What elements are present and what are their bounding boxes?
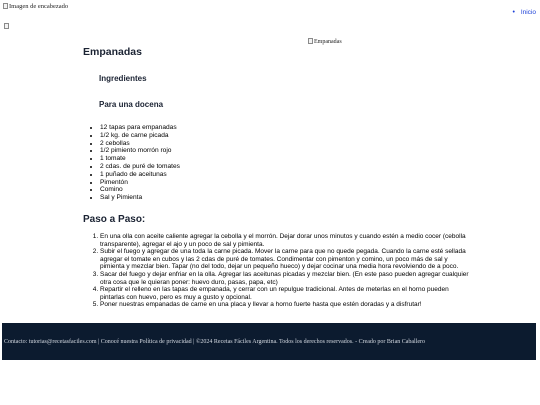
- step-item: 3. Sacar del fuego y dejar enfriar en la olla. Agregar las aceitunas picadas y mezclar bien. (En este paso pueden agregar cualquier otra cosa que le quieran poner: huevo duro, pasas, papa, etc): [100, 271, 470, 286]
- header-banner-alt: Imagen de encabezado: [9, 3, 69, 10]
- ingredient-item: • 2 cdas. de puré de tomates: [100, 163, 180, 171]
- step-item: 1. En una olla con aceite caliente agregar la cebolla y el morrón. Dejar dorar unos minutos y cuando estén a medio cocer (cebolla transparente), agregar el ajo y un poco de sal y pimienta.: [100, 233, 470, 248]
- recipe-title: Empanadas: [83, 46, 142, 58]
- recipe-image-alt: Empanadas: [314, 39, 342, 45]
- ingredients-heading: Ingredientes: [99, 74, 147, 83]
- ingredient-item: • 1 tomate: [100, 155, 180, 163]
- step-item: 2. Subir el fuego y agregar de una toda la carne picada. Mover la carne para que no quede pegada. Cuando la carne esté sellada agregar el tomate en cubos y las 2 cdas de puré de tomates. Condimentar con pimenton y comino, un poco más de sal y pimienta y mezclar bien. Tapar (no del todo, dejar un pequeño hueco) y dejar cocinar una media hora revolviendo de a poco.: [100, 248, 470, 271]
- site-footer: [2, 323, 536, 360]
- yield-heading: Para una docena: [99, 100, 164, 109]
- broken-image-icon: [308, 38, 313, 44]
- broken-image-icon: [3, 3, 8, 9]
- ingredient-item: • 1/2 pimiento morrón rojo: [100, 147, 180, 155]
- ingredient-item: • Pimentón: [100, 179, 180, 187]
- nav-item-inicio: [513, 9, 536, 16]
- footer-text: Contacto: tutorias@recetasfaciles.com | Conocé nuestra Política de privacidad | ©2024 Recetas Fáciles Argentina. Todos los derechos reservados. - Creado por Brian Caballero: [4, 338, 426, 345]
- ingredient-item: • Sal y Pimienta: [100, 194, 180, 202]
- nav-link-inicio[interactable]: Inicio: [520, 9, 536, 16]
- ingredient-item: • 1 puñado de aceitunas: [100, 171, 180, 179]
- ingredient-item: • 1/2 kg. de carne picada: [100, 132, 180, 140]
- broken-image-icon: [4, 23, 9, 29]
- step-item: 5. Poner nuestras empanadas de carne en una placa y llevar a horno fuerte hasta que estén doradas y a disfrutar!: [100, 301, 470, 309]
- ingredients-list: [92, 124, 180, 202]
- steps-list: [92, 233, 470, 309]
- ingredient-item: • 2 cebollas: [100, 140, 180, 148]
- recipe-image: [308, 38, 342, 45]
- ingredient-item: • 12 tapas para empanadas: [100, 124, 180, 132]
- ingredient-item: • Comino: [100, 186, 180, 194]
- logo-image[interactable]: [4, 23, 10, 30]
- steps-heading: Paso a Paso:: [83, 214, 146, 225]
- top-nav: [513, 9, 536, 16]
- nav-list: [513, 9, 536, 16]
- header-banner-image: [3, 3, 68, 10]
- step-item: 4. Repartir el relleno en las tapas de empanada, y cerrar con un repulgue tradicional. Antes de meterlas en el horno pueden pintarlas con huevo, pero es muy a gusto y opcional.: [100, 286, 470, 301]
